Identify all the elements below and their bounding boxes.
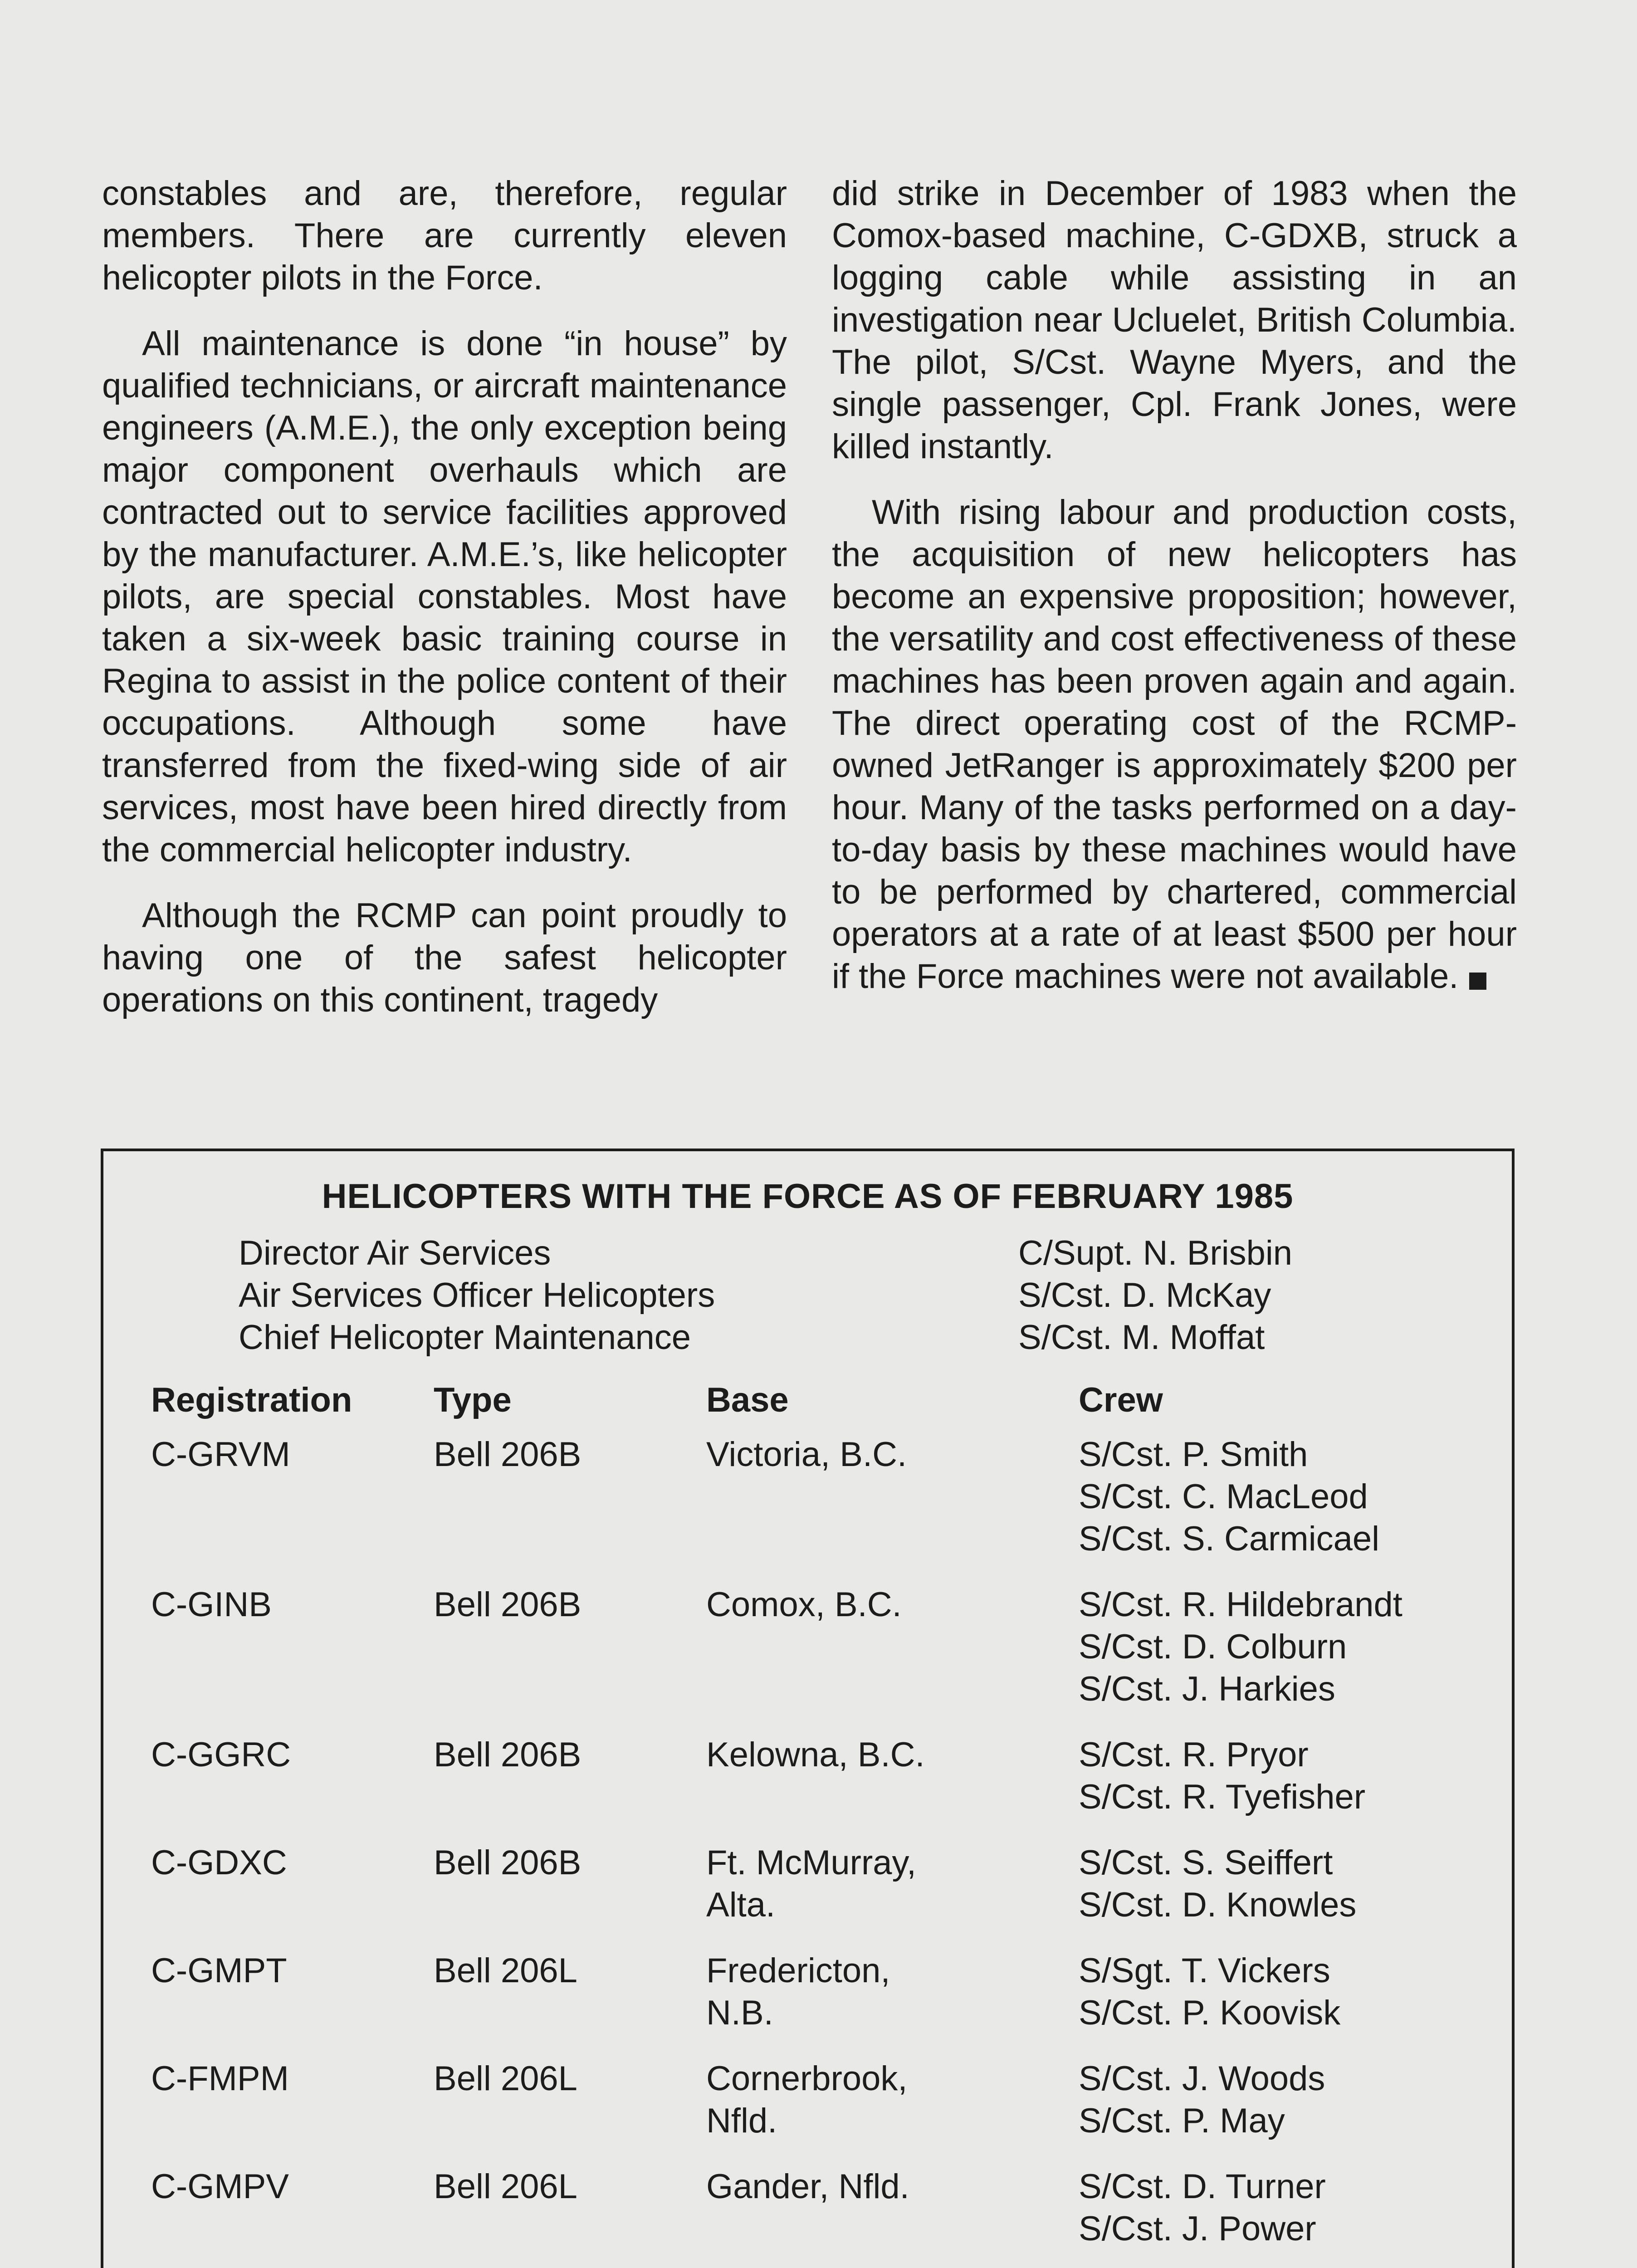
- crew-cell: [1079, 1433, 1379, 1560]
- article-paragraph: constables and are, therefore, regular members. There are currently eleven helicopter pilots in the Force.: [102, 174, 787, 297]
- crew-cell: [1079, 1842, 1356, 1926]
- officer-name: S/Cst. D. McKay: [1018, 1276, 1271, 1315]
- type-cell: Bell 206B: [434, 1843, 582, 1882]
- base-cell: [706, 1584, 902, 1626]
- table-row: [103, 1950, 1512, 2058]
- table-row: [103, 2058, 1512, 2165]
- header-registration: Registration: [151, 1381, 352, 1419]
- table-row: [103, 1584, 1512, 1734]
- type-cell: Bell 206L: [434, 2167, 577, 2206]
- helicopter-roster-box: [101, 1149, 1515, 2268]
- header-crew: Crew: [1079, 1381, 1163, 1419]
- crew-member: S/Cst. D. Turner: [1079, 2167, 1326, 2206]
- crew-member: S/Cst. R. Tyefisher: [1079, 1778, 1366, 1816]
- base-cell: [706, 1842, 916, 1926]
- registration-cell: C-GMPT: [151, 1951, 287, 1990]
- registration-cell: C-GRVM: [151, 1435, 290, 1474]
- type-cell: Bell 206B: [434, 1585, 582, 1624]
- crew-member: S/Cst. P. Smith: [1079, 1435, 1308, 1474]
- table-row: [103, 1842, 1512, 1950]
- crew-cell: [1079, 1734, 1365, 1818]
- article-paragraph-text: With rising labour and production costs, the acquisition of new helicopters has become an expensive proposition; however, the versatility and cost effectiveness of these machines has been proven again and again. The direct operating cost of the RCMP-owned JetRanger is approximately $200 per hour. Many of the tasks performed on a day-to-day basis by these machines would have to be performed by chartered, commercial operators at a rate of at least $500 per hour if the Force machines were not available.: [832, 493, 1517, 996]
- roster-rows: [103, 1433, 1512, 2268]
- registration-cell: C-FMPM: [151, 2059, 289, 2098]
- registration-cell: C-GMPV: [151, 2167, 289, 2206]
- crew-member: S/Cst. S. Seiffert: [1079, 1843, 1333, 1882]
- crew-member: S/Cst. S. Carmicael: [1079, 1520, 1380, 1558]
- base-line: Victoria, B.C.: [706, 1435, 907, 1474]
- officer-role: Chief Helicopter Maintenance: [239, 1318, 691, 1357]
- roster-title: HELICOPTERS WITH THE FORCE AS OF FEBRUARY 1985: [322, 1177, 1294, 1216]
- base-line: N.B.: [706, 1994, 773, 2032]
- crew-member: S/Cst. J. Harkies: [1079, 1670, 1335, 1708]
- crew-cell: [1079, 2058, 1325, 2142]
- base-cell: [706, 1950, 890, 2034]
- crew-cell: [1079, 1950, 1340, 2034]
- article-paragraph-final: [832, 491, 1517, 997]
- type-cell: Bell 206L: [434, 1951, 577, 1990]
- officer-role: Director Air Services: [239, 1234, 551, 1272]
- table-row: [103, 1433, 1512, 1584]
- type-cell: Bell 206B: [434, 1735, 582, 1774]
- base-line: Ft. McMurray,: [706, 1843, 917, 1882]
- crew-member: S/Cst. R. Pryor: [1079, 1735, 1309, 1774]
- article-column-right: [832, 172, 1517, 1021]
- officer-roles: [239, 1232, 715, 1359]
- crew-member: S/Cst. J. Power: [1079, 2209, 1316, 2248]
- article-paragraph: Although the RCMP can point proudly to having one of the safest helicopter operations on this continent, tragedy: [102, 896, 787, 1019]
- officer-names: [1018, 1232, 1292, 1359]
- header-type: Type: [434, 1381, 512, 1419]
- crew-member: S/Cst. P. May: [1079, 2102, 1285, 2140]
- type-cell: Bell 206L: [434, 2059, 577, 2098]
- article-paragraph: did strike in December of 1983 when the Comox-based machine, C-GDXB, struck a logging cable while assisting in an investigation near Ucluelet, British Columbia. The pilot, S/Cst. Wayne Myers, and the single passenger, Cpl. Frank Jones, were killed instantly.: [832, 174, 1517, 466]
- officer-role: Air Services Officer Helicopters: [239, 1276, 715, 1315]
- table-row: [103, 2165, 1512, 2268]
- base-line: Alta.: [706, 1886, 776, 1924]
- article-paragraph: All maintenance is done “in house” by qualified technicians, or aircraft maintenance engineers (A.M.E.), the only exception being major component overhauls which are contracted out to service facilities approved by the manufacturer. A.M.E.’s, like helicopter pilots, are special constables. Most have taken a six-week basic training course in Regina to assist in the police content of their occupations. Although some have transferred from the fixed-wing side of air services, most have been hired directly from the commercial helicopter industry.: [102, 324, 787, 869]
- base-line: Comox, B.C.: [706, 1585, 902, 1624]
- base-cell: [706, 1734, 925, 1776]
- type-cell: Bell 206B: [434, 1435, 582, 1474]
- registration-cell: C-GGRC: [151, 1735, 291, 1774]
- crew-member: S/Cst. J. Woods: [1079, 2059, 1325, 2098]
- registration-cell: C-GINB: [151, 1585, 272, 1624]
- crew-member: S/Cst. P. Koovisk: [1079, 1994, 1341, 2032]
- base-line: Kelowna, B.C.: [706, 1735, 925, 1774]
- base-line: Fredericton,: [706, 1951, 890, 1990]
- crew-cell: [1079, 2165, 1326, 2250]
- registration-cell: C-GDXC: [151, 1843, 287, 1882]
- base-line: Nfld.: [706, 2102, 777, 2140]
- base-cell: [706, 2165, 909, 2208]
- officer-name: C/Supt. N. Brisbin: [1018, 1234, 1292, 1272]
- crew-member: S/Cst. D. Colburn: [1079, 1628, 1347, 1666]
- crew-member: S/Cst. R. Hildebrandt: [1079, 1585, 1402, 1624]
- article-column-left: [102, 172, 787, 1045]
- crew-member: S/Cst. D. Knowles: [1079, 1886, 1357, 1924]
- base-cell: [706, 2058, 908, 2142]
- base-line: Gander, Nfld.: [706, 2167, 909, 2206]
- end-of-article-mark: [1469, 973, 1486, 990]
- base-line: Cornerbrook,: [706, 2059, 908, 2098]
- header-base: Base: [706, 1381, 789, 1419]
- base-cell: [706, 1433, 907, 1476]
- crew-cell: [1079, 1584, 1402, 1710]
- crew-member: S/Cst. C. MacLeod: [1079, 1477, 1368, 1516]
- crew-member: S/Sgt. T. Vickers: [1079, 1951, 1330, 1990]
- table-row: [103, 1734, 1512, 1842]
- officer-name: S/Cst. M. Moffat: [1018, 1318, 1265, 1357]
